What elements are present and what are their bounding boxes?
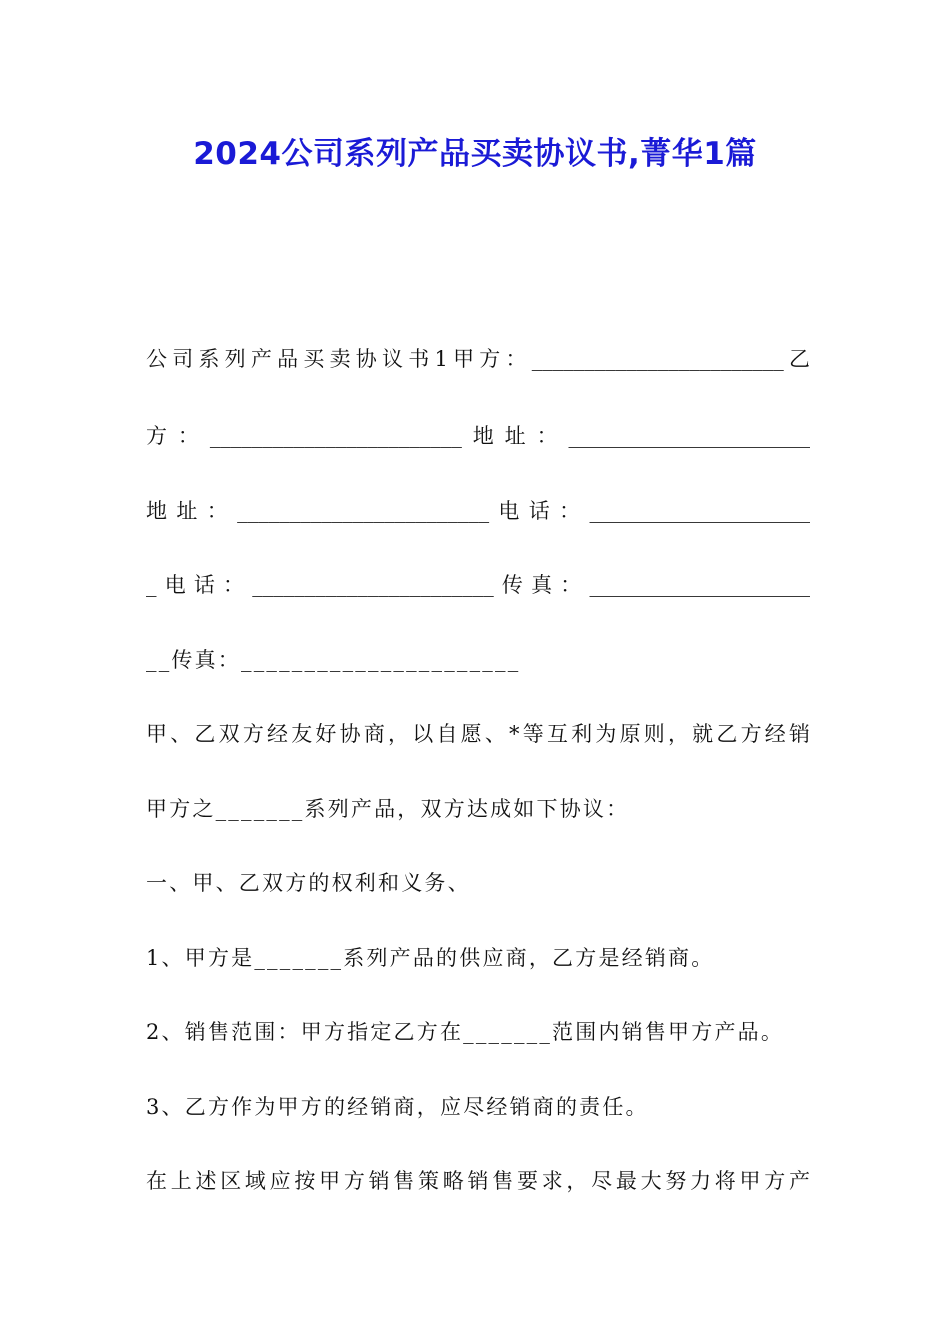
document-title: 2024公司系列产品买卖协议书,菁华1篇 <box>193 136 757 172</box>
section-heading-rights: 一、甲、乙双方的权利和义务、 <box>146 871 471 895</box>
line-party-b-address: 方：________________________地址：_______________________ <box>146 424 810 448</box>
line-intro: 甲、乙双方经友好协商，以自愿、*等互利为原则，就乙方经销 <box>146 722 810 746</box>
clause-2: 2、销售范围：甲方指定乙方在_______范围内销售甲方产品。 <box>146 1020 785 1044</box>
line-phone-fax: _电话：_______________________传真：_____________________ <box>146 573 810 597</box>
clause-3-cont: 在上述区域应按甲方销售策略销售要求，尽最大努力将甲方产 <box>146 1169 810 1193</box>
clause-3: 3、乙方作为甲方的经销商，应尽经销商的责任。 <box>146 1095 649 1119</box>
line-intro-cont: 甲方之_______系列产品，双方达成如下协议： <box>146 797 630 821</box>
line-party-a: 公司系列产品买卖协议书1甲方：________________________乙 <box>146 347 810 371</box>
clause-1: 1、甲方是_______系列产品的供应商，乙方是经销商。 <box>146 946 715 970</box>
line-address-phone: 地址：________________________电话：_____________________ <box>146 499 810 523</box>
line-fax: __传真：______________________ <box>146 648 521 672</box>
